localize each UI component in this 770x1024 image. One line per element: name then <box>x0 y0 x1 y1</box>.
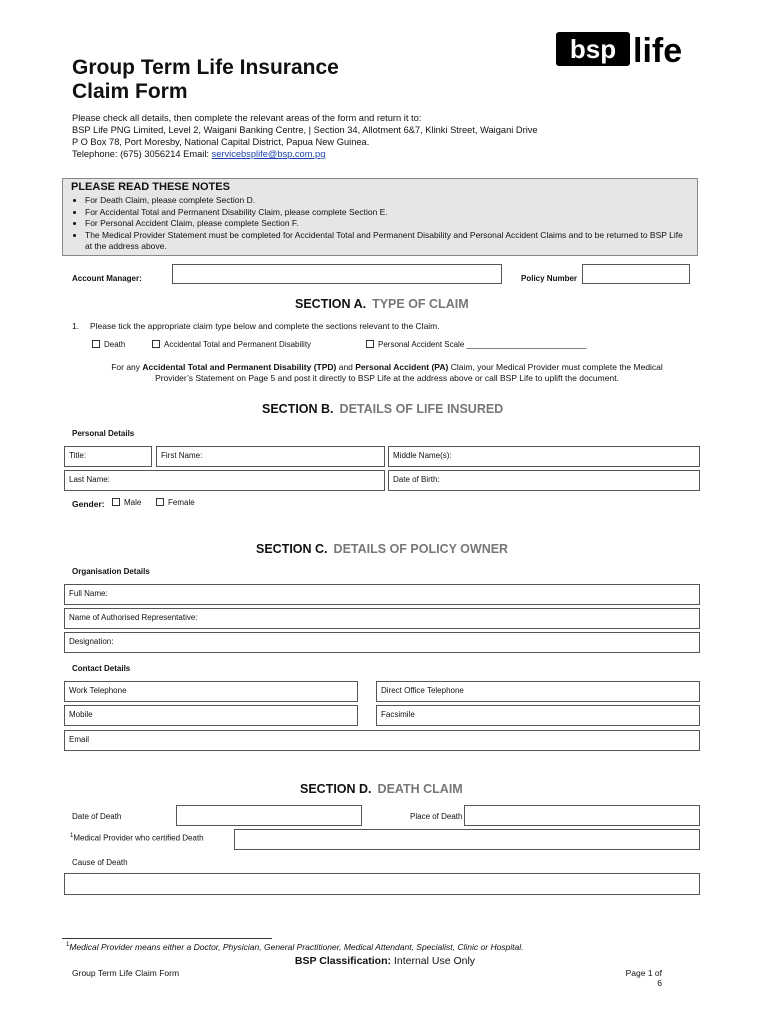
policy-number-field[interactable] <box>582 264 690 284</box>
footnote-divider <box>62 938 272 939</box>
bsp-life-logo <box>556 32 694 68</box>
checkbox-pa[interactable] <box>366 340 374 348</box>
date-of-birth-field[interactable]: Date of Birth: <box>388 470 700 491</box>
work-telephone-field[interactable]: Work Telephone <box>64 681 358 702</box>
section-d-heading: SECTION D. DEATH CLAIM <box>300 782 463 796</box>
intro-block <box>72 112 712 160</box>
gender-male[interactable]: Male <box>112 498 141 507</box>
gender-female[interactable]: Female <box>156 498 195 507</box>
note-item: • The Medical Provider Statement must be completed for Accidental Total and Permanent Disability and Personal Accident Claims and to be returned to BSP Life at the address above. <box>85 230 689 253</box>
title-line-1: Group Term Life Insurance <box>72 56 339 79</box>
claim-type-tpd[interactable]: Accidental Total and Permanent Disability <box>152 340 311 349</box>
checkbox-male[interactable] <box>112 498 120 506</box>
note-item: • For Death Claim, please complete Section D. <box>85 195 689 207</box>
intro-telephone: Telephone: (675) 3056214 Email: servicebsplife@bsp.com.pg <box>72 149 326 159</box>
section-c-heading: SECTION C. DETAILS OF POLICY OWNER <box>256 542 509 556</box>
certified-by-field[interactable] <box>234 829 700 850</box>
section-a-note: For any Accidental Total and Permanent Disability (TPD) and Personal Accident (PA) Claim, your Medical Provider must complete the Medical Provider’s Statement on Page 5 and post it directly to BSP Life at the address above or call BSP Life to uplift the document. <box>111 362 663 383</box>
first-name-field[interactable]: First Name: <box>156 446 385 467</box>
middle-name-field[interactable]: Middle Name(s): <box>388 446 700 467</box>
full-name-field[interactable]: Full Name: <box>64 584 700 605</box>
place-of-death-field[interactable] <box>464 805 700 826</box>
section-b-heading: SECTION B. DETAILS OF LIFE INSURED <box>262 402 504 416</box>
section-a-q1-text: Please tick the appropriate claim type below and complete the sections relevant to the Claim. <box>90 321 440 331</box>
direct-office-telephone-field[interactable]: Direct Office Telephone <box>376 681 700 702</box>
checkbox-death[interactable] <box>92 340 100 348</box>
claim-type-pa[interactable]: Personal Accident Scale ___________________________ <box>366 340 587 349</box>
logo-text-bsp: bsp <box>569 34 617 64</box>
date-of-death-field[interactable] <box>176 805 362 826</box>
intro-line-1: Please check all details, then complete the relevant areas of the form and return it to: <box>72 113 422 123</box>
checkbox-tpd[interactable] <box>152 340 160 348</box>
note-item: • For Accidental Total and Permanent Disability Claim, please complete Section E. <box>85 207 689 219</box>
email-field[interactable]: Email <box>64 730 700 751</box>
facsimile-field[interactable]: Facsimile <box>376 705 700 726</box>
note-item: • For Personal Accident Claim, please complete Section F. <box>85 218 689 230</box>
designation-field[interactable]: Designation: <box>64 632 700 653</box>
mobile-field[interactable]: Mobile <box>64 705 358 726</box>
cause-of-death-label: Cause of Death <box>72 858 128 867</box>
notes-heading: PLEASE READ THESE NOTES <box>71 181 230 193</box>
section-a-heading: SECTION A. TYPE OF CLAIM <box>295 297 469 311</box>
gender-label: Gender: <box>72 499 105 509</box>
cause-of-death-field[interactable] <box>64 873 700 895</box>
last-name-field[interactable]: Last Name: <box>64 470 385 491</box>
notes-list <box>63 195 697 253</box>
section-a-q1-num: 1. <box>72 321 80 331</box>
footer-form-name: Group Term Life Claim Form <box>72 968 180 978</box>
notes-box <box>62 178 698 256</box>
account-manager-field[interactable] <box>172 264 502 284</box>
classification: BSP Classification: Internal Use Only <box>294 955 476 967</box>
intro-address: BSP Life PNG Limited, Level 2, Waigani Banking Centre, | Section 34, Allotment 6&7, Klinki Street, Waigani Drive <box>72 125 538 135</box>
place-of-death-label: Place of Death <box>410 812 463 821</box>
logo-text-life: life <box>633 32 683 68</box>
personal-details-label: Personal Details <box>72 429 135 438</box>
contact-details-label: Contact Details <box>72 664 131 673</box>
claim-type-death[interactable]: Death <box>92 340 125 349</box>
checkbox-female[interactable] <box>156 498 164 506</box>
account-manager-label: Account Manager: <box>72 274 142 283</box>
authorised-rep-field[interactable]: Name of Authorised Representative: <box>64 608 700 629</box>
intro-po-box: P O Box 78, Port Moresby, National Capital District, Papua New Guinea. <box>72 137 370 147</box>
footnote: $^1$Medical Provider means either a Doctor, Physician, General Practitioner, Medical Attendant, Specialist, Clinic or Hospital. <box>66 942 524 952</box>
title-line-2: Claim Form <box>72 80 188 103</box>
organisation-details-label: Organisation Details <box>72 567 150 576</box>
date-of-death-label: Date of Death <box>72 812 122 821</box>
footer-page-number: Page 1 of 6 <box>625 968 662 988</box>
email-link[interactable]: servicebsplife@bsp.com.pg <box>211 149 326 159</box>
policy-number-label: Policy Number <box>521 274 578 283</box>
page-title <box>72 56 432 104</box>
title-field[interactable]: Title: <box>64 446 152 467</box>
certified-by-label: $^1$Medical Provider who certified Death <box>70 833 204 843</box>
